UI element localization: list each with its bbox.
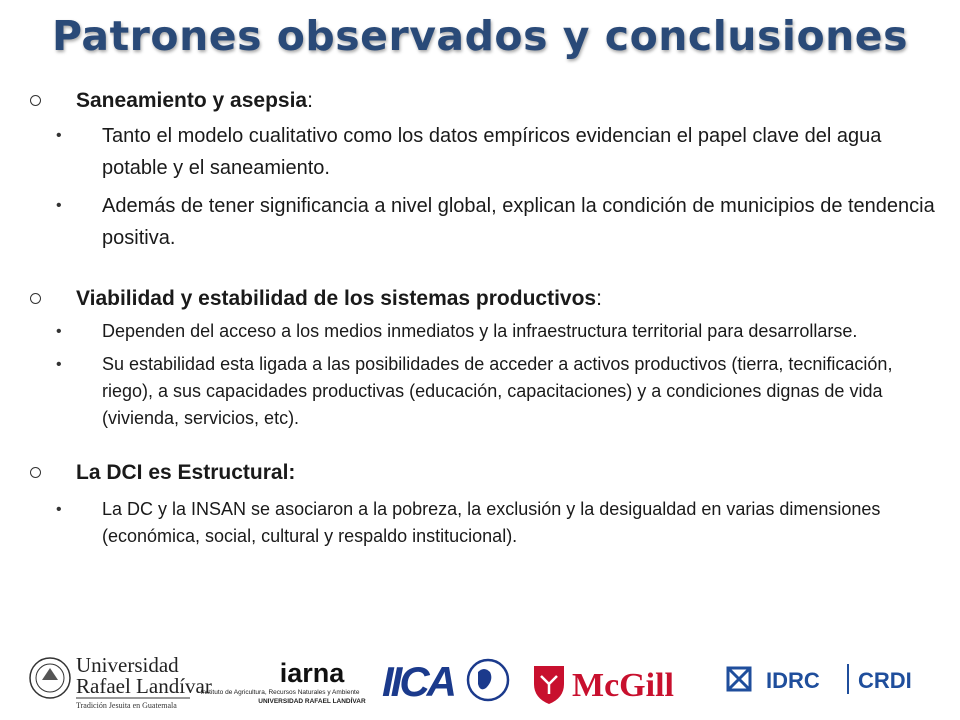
- circle-bullet-icon: [30, 467, 41, 478]
- bullet-dot-icon: •: [56, 127, 62, 144]
- slide-title: Patrones observados y conclusiones: [51, 12, 909, 60]
- section-heading-colon: :: [596, 287, 602, 310]
- url-tagline: Tradición Jesuita en Guatemala: [76, 701, 177, 710]
- url-seal-emblem-icon: [42, 668, 58, 680]
- section-heading-text: Viabilidad y estabilidad de los sistemas productivos: [76, 287, 597, 310]
- section-heading: [30, 284, 940, 314]
- iica-americas-icon: [478, 669, 491, 689]
- iica-name: IICA: [382, 658, 454, 705]
- iarna-logo: [200, 648, 366, 710]
- section-heading: [30, 86, 940, 116]
- url-name-line1: Universidad: [76, 653, 179, 677]
- iarna-university: UNIVERSIDAD RAFAEL LANDÍVAR: [258, 698, 366, 705]
- bullet-item: [30, 318, 940, 345]
- url-name-line2: Rafael Landívar: [76, 674, 212, 698]
- idrc-logo: [722, 648, 934, 710]
- section-heading-colon: :: [307, 89, 313, 112]
- bullet-dot-icon: •: [56, 501, 62, 518]
- section-heading: [30, 458, 940, 488]
- section-sanitation: [30, 86, 940, 254]
- section-heading-text: Saneamiento y asepsia: [76, 89, 308, 112]
- bullet-item: [30, 120, 940, 184]
- idrc-mark-icon: [728, 668, 750, 690]
- crdi-name: CRDI: [858, 668, 912, 693]
- circle-bullet-icon: [30, 293, 41, 304]
- bullet-item: [30, 190, 940, 254]
- url-logo: [28, 648, 212, 710]
- mcgill-logo: [530, 648, 710, 710]
- bullet-text: Su estabilidad esta ligada a las posibilidades de acceder a activos productivos (tierra, tecnificación, riego), a sus capacidades productivas (educación, capacitaciones) y a condiciones dignas de vida (vivienda, servicios, etc).: [102, 354, 893, 428]
- iarna-subtitle: Instituto de Agricultura, Recursos Naturales y Ambiente: [200, 689, 360, 696]
- bullet-text: La DC y la INSAN se asociaron a la pobreza, la exclusión y la desigualdad en varias dimensiones (económica, social, cultural y respaldo institucional).: [102, 499, 881, 546]
- bullet-text: Dependen del acceso a los medios inmediatos y la infraestructura territorial para desarrollarse.: [102, 321, 858, 341]
- bullet-text: Además de tener significancia a nivel global, explican la condición de municipios de tendencia positiva.: [102, 195, 935, 249]
- slide-content: [30, 86, 940, 550]
- iarna-name: iarna: [279, 658, 345, 688]
- circle-bullet-icon: [30, 95, 41, 106]
- section-structural: [30, 458, 940, 550]
- idrc-name: IDRC: [766, 668, 820, 693]
- bullet-dot-icon: •: [56, 323, 62, 340]
- section-heading-text: La DCI es Estructural:: [76, 461, 296, 484]
- bullet-dot-icon: •: [56, 197, 62, 214]
- bullet-item: [30, 496, 940, 550]
- iica-logo: [380, 648, 512, 710]
- section-productive-systems: [30, 284, 940, 432]
- bullet-text: Tanto el modelo cualitativo como los datos empíricos evidencian el papel clave del agua potable y el saneamiento.: [102, 125, 882, 179]
- partner-logos: [0, 648, 960, 710]
- bullet-dot-icon: •: [56, 356, 62, 373]
- mcgill-name: McGill: [572, 667, 674, 704]
- bullet-item: [30, 351, 940, 432]
